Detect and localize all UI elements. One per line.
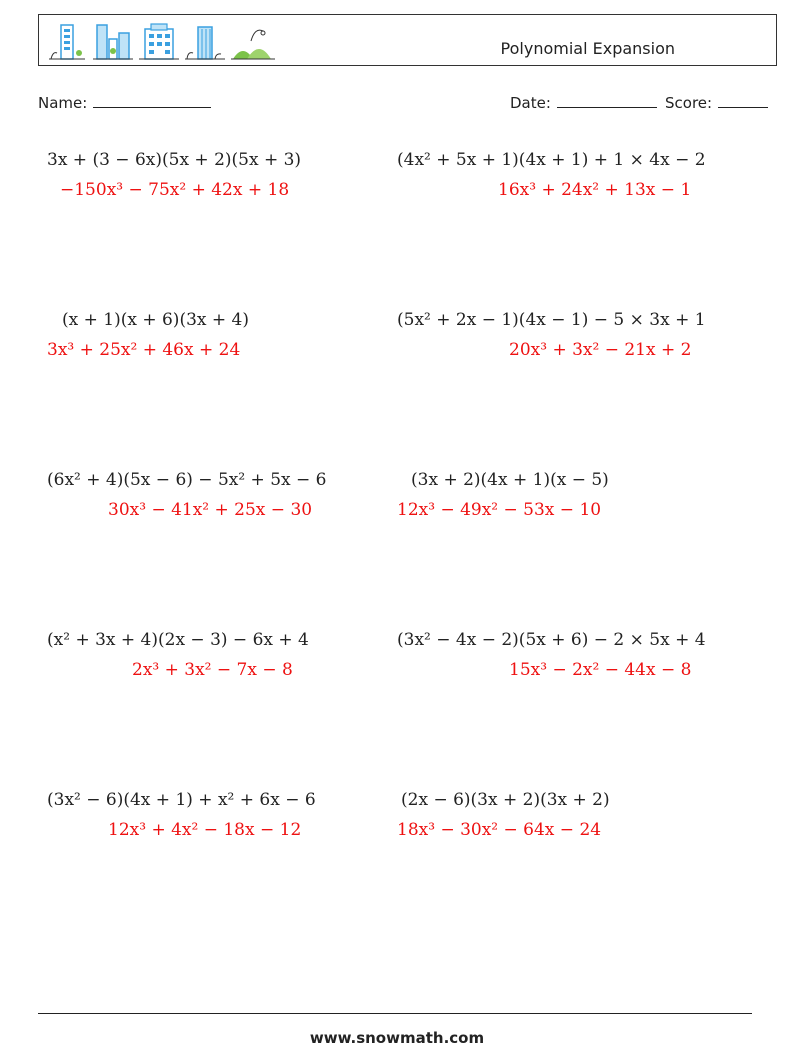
problem-1-answer: −150x³ − 75x² + 42x + 18 xyxy=(60,180,290,200)
problem-5-answer: 30x³ − 41x² + 25x − 30 xyxy=(108,500,313,520)
problem-3-question: (x + 1)(x + 6)(3x + 4) xyxy=(62,310,249,330)
problem-6-answer: 12x³ − 49x² − 53x − 10 xyxy=(397,500,602,520)
score-blank xyxy=(718,93,768,108)
apartment-icon xyxy=(139,21,179,61)
problem-1-question: 3x + (3 − 6x)(5x + 2)(5x + 3) xyxy=(47,150,302,170)
date-field xyxy=(510,93,657,112)
problem-10-answer: 18x³ − 30x² − 64x − 24 xyxy=(397,820,602,840)
problem-7-answer: 2x³ + 3x² − 7x − 8 xyxy=(132,660,293,680)
problem-4-answer: 20x³ + 3x² − 21x + 2 xyxy=(509,340,692,360)
worksheet-title: Polynomial Expansion xyxy=(500,39,675,58)
name-blank xyxy=(93,93,211,108)
date-label: Date: xyxy=(510,94,551,112)
problem-6-question: (3x + 2)(4x + 1)(x − 5) xyxy=(411,470,609,490)
problem-4-question: (5x² + 2x − 1)(4x − 1) − 5 × 3x + 1 xyxy=(397,310,706,330)
problem-2-answer: 16x³ + 24x² + 13x − 1 xyxy=(498,180,692,200)
tower-icon xyxy=(185,21,225,61)
problem-8-answer: 15x³ − 2x² − 44x − 8 xyxy=(509,660,692,680)
score-label: Score: xyxy=(665,94,713,112)
problem-9-answer: 12x³ + 4x² − 18x − 12 xyxy=(108,820,302,840)
footer-divider xyxy=(38,1013,752,1014)
worksheet-header xyxy=(38,14,777,66)
park-icon xyxy=(231,21,275,61)
problem-7-question: (x² + 3x + 4)(2x − 3) − 6x + 4 xyxy=(47,630,309,650)
footer-site-link[interactable]: www.snowmath.com xyxy=(309,1029,485,1047)
name-label: Name: xyxy=(38,94,88,112)
score-field xyxy=(665,93,768,112)
problem-8-question: (3x² − 4x − 2)(5x + 6) − 2 × 5x + 4 xyxy=(397,630,706,650)
problem-10-question: (2x − 6)(3x + 2)(3x + 2) xyxy=(401,790,610,810)
problem-2-question: (4x² + 5x + 1)(4x + 1) + 1 × 4x − 2 xyxy=(397,150,706,170)
building-icon xyxy=(49,21,85,61)
problem-5-question: (6x² + 4)(5x − 6) − 5x² + 5x − 6 xyxy=(47,470,327,490)
problem-3-answer: 3x³ + 25x² + 46x + 24 xyxy=(47,340,241,360)
buildings-icon xyxy=(93,21,133,61)
problem-9-question: (3x² − 6)(4x + 1) + x² + 6x − 6 xyxy=(47,790,316,810)
name-field xyxy=(38,93,211,112)
city-logo xyxy=(45,21,285,61)
date-blank xyxy=(557,93,657,108)
